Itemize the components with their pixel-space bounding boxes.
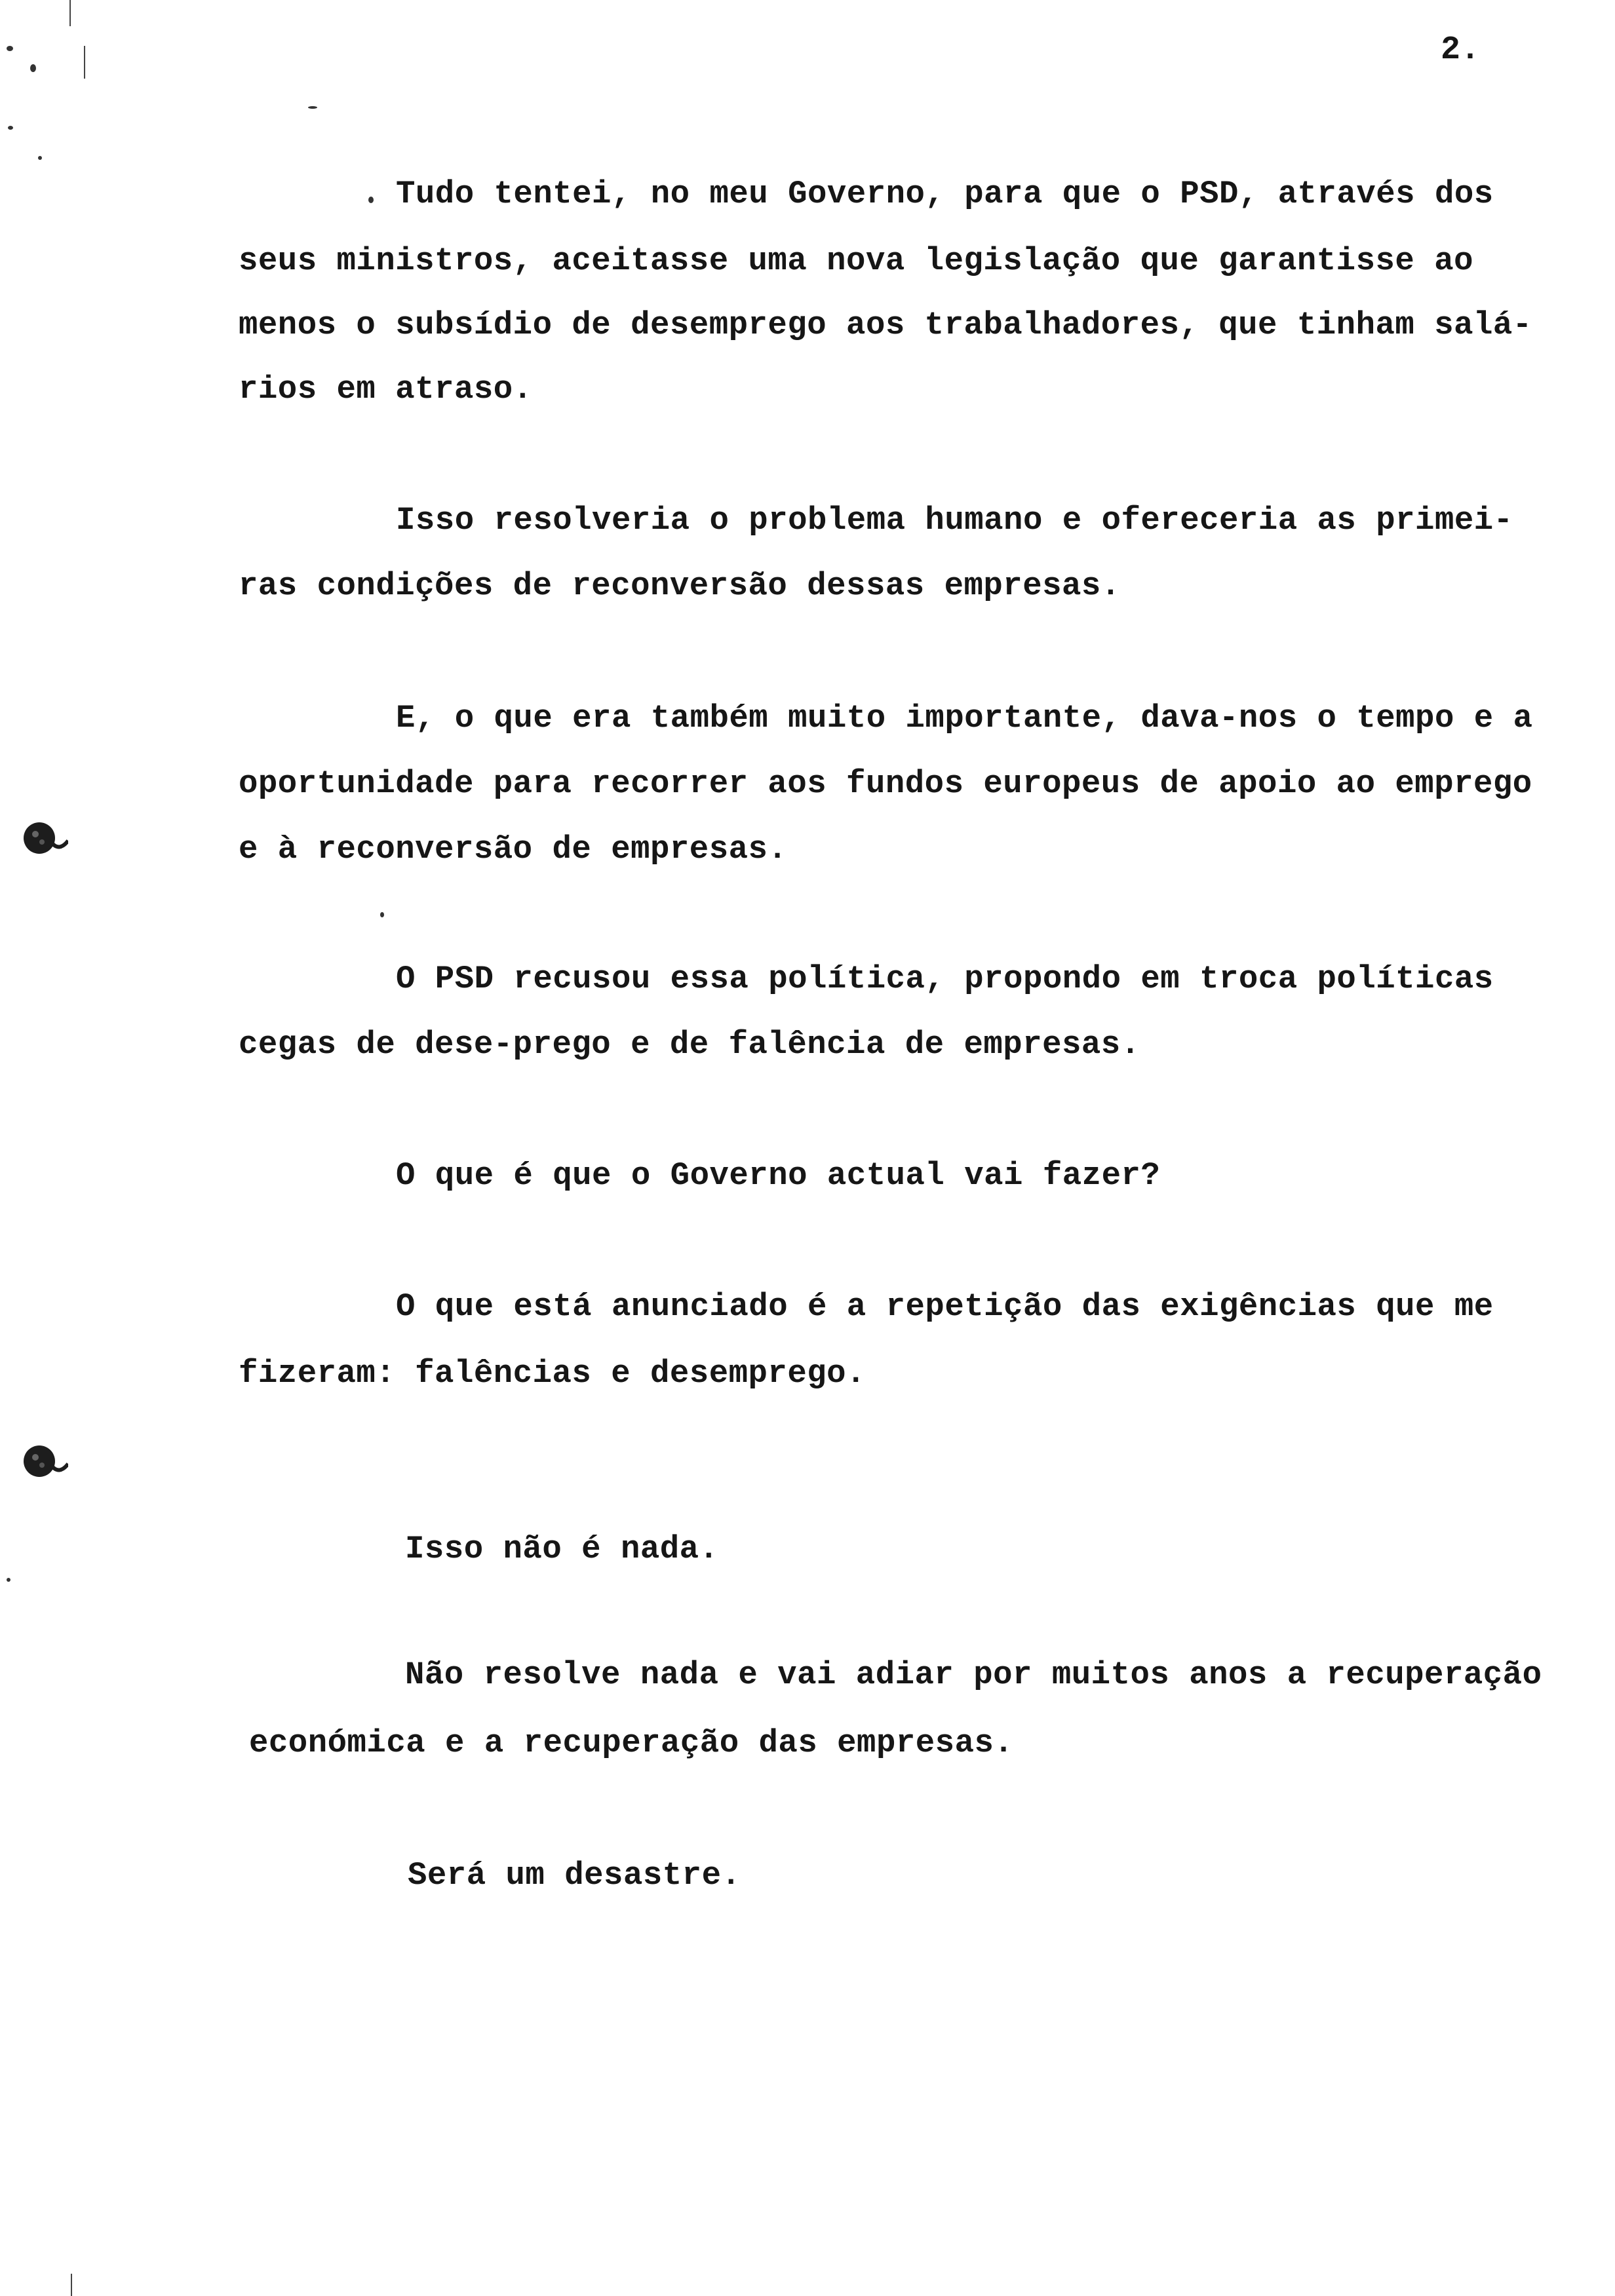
punch-hole-icon <box>22 816 68 862</box>
paragraph-line: económica e a recuperação das empresas. <box>249 1725 1014 1761</box>
page-number: 2. <box>1441 31 1481 69</box>
paragraph-line: seus ministros, aceitasse uma nova legislação que garantisse ao <box>239 242 1474 279</box>
paragraph-line: Tudo tentei, no meu Governo, para que o PSD, através dos <box>396 176 1494 212</box>
scan-speck <box>380 912 384 917</box>
paragraph-line: O PSD recusou essa política, propondo em troca políticas <box>396 961 1494 997</box>
scan-speck <box>38 156 42 160</box>
paragraph-line: Será um desastre. <box>408 1857 741 1894</box>
scan-speck <box>7 46 13 51</box>
paragraph-line: menos o subsídio de desemprego aos trabalhadores, que tinham salá- <box>239 307 1532 343</box>
scan-speck <box>8 126 13 130</box>
paragraph-line: E, o que era também muito importante, dava-nos o tempo e a <box>396 700 1533 737</box>
paragraph-line: rios em atraso. <box>239 371 533 408</box>
paragraph-line: e à reconversão de empresas. <box>239 831 788 868</box>
paragraph-line: fizeram: falências e desemprego. <box>239 1355 866 1392</box>
scan-speck <box>308 106 317 109</box>
punch-hole-icon <box>22 1439 68 1485</box>
paragraph-line: ras condições de reconversão dessas empresas. <box>239 567 1121 604</box>
scan-edge-mark-left <box>84 46 85 79</box>
paragraph-line: Isso resolveria o problema humano e ofereceria as primei- <box>396 502 1513 539</box>
scan-edge-mark-bottom <box>71 2274 72 2296</box>
scan-speck <box>7 1578 10 1582</box>
scan-speck <box>368 197 374 203</box>
scan-edge-mark-top <box>69 0 71 26</box>
paragraph-line: oportunidade para recorrer aos fundos europeus de apoio ao emprego <box>239 765 1532 802</box>
scan-speck <box>30 64 36 72</box>
paragraph-line: Não resolve nada e vai adiar por muitos anos a recuperação <box>405 1656 1542 1693</box>
paragraph-line: cegas de dese-prego e de falência de empresas. <box>239 1026 1140 1063</box>
paragraph-line: O que é que o Governo actual vai fazer? <box>396 1157 1161 1194</box>
paragraph-line: O que está anunciado é a repetição das exigências que me <box>396 1288 1494 1325</box>
paragraph-line: Isso não é nada. <box>405 1531 719 1567</box>
